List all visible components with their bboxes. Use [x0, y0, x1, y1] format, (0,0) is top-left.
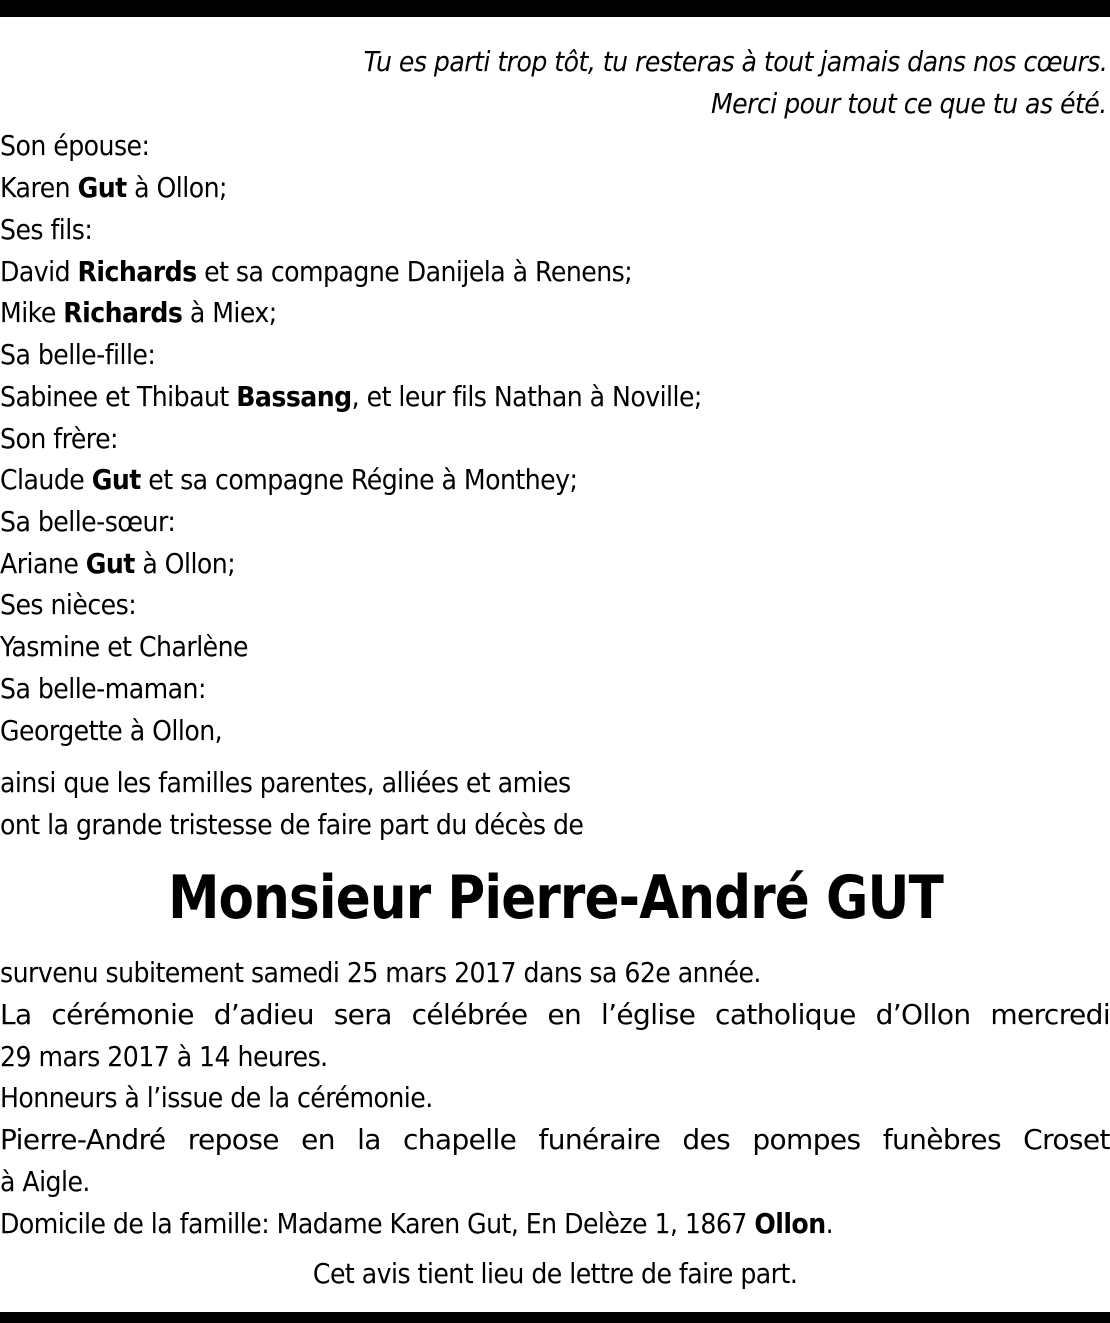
brother-surname: Gut: [91, 463, 141, 496]
chapel-line-word: en: [301, 1123, 335, 1156]
chapel-line-word: Pierre-André: [0, 1123, 166, 1156]
spouse-place: à Ollon;: [134, 171, 227, 204]
brother-heading: Son frère:: [0, 422, 118, 455]
son-2-details: à Miex;: [189, 296, 277, 329]
ceremony-line-word: l’église: [600, 998, 696, 1031]
daughter-in-law-heading: Sa belle-fille:: [0, 338, 156, 371]
top-border-rule: [0, 0, 1110, 17]
daughter-in-law-details: , et leur fils Nathan à Noville;: [351, 380, 702, 413]
son-1-first-name: David: [0, 255, 71, 288]
announcement-line-2: ont la grande tristesse de faire part du décès de: [0, 808, 584, 841]
deceased-name: [0, 860, 1110, 936]
sons-heading: Ses fils:: [0, 213, 93, 246]
details-line-6: à Aigle.: [0, 1165, 90, 1198]
daughter-in-law-first-names: Sabinee et Thibaut: [0, 380, 229, 413]
ceremony-line-word: célébrée: [411, 998, 528, 1031]
ceremony-line-word: La: [0, 998, 32, 1031]
mother-in-law-name: Georgette à Ollon,: [0, 714, 223, 747]
ceremony-line-word: mercredi: [990, 998, 1110, 1031]
chapel-line-word: funèbres: [882, 1123, 1001, 1156]
son-1-surname: Richards: [77, 255, 197, 288]
son-1-details: et sa compagne Danijela à Renens;: [204, 255, 633, 288]
nieces-names: Yasmine et Charlène: [0, 630, 249, 663]
details-line-1: survenu subitement samedi 25 mars 2017 dans sa 62e année.: [0, 956, 761, 989]
deceased-name-text: Monsieur Pierre-André GUT: [167, 863, 943, 933]
daughter-in-law-surname: Bassang: [236, 380, 352, 413]
details-line-2: [0, 998, 1110, 1032]
closing-note-text: Cet avis tient lieu de lettre de faire part.: [312, 1257, 798, 1290]
details-line-3: 29 mars 2017 à 14 heures.: [0, 1040, 328, 1073]
ceremony-line-word: cérémonie: [51, 998, 194, 1031]
quote-line-2: Merci pour tout ce que tu as été.: [711, 87, 1107, 120]
domicile-text: Domicile de la famille: Madame Karen Gut, En Delèze 1, 1867: [0, 1207, 747, 1240]
spouse-first-name: Karen: [0, 171, 71, 204]
son-2-surname: Richards: [63, 296, 183, 329]
sister-in-law-details: à Ollon;: [142, 547, 236, 580]
announcement-line-1: ainsi que les familles parentes, alliées et amies: [0, 766, 571, 799]
chapel-line-word: pompes: [752, 1123, 861, 1156]
spouse-heading: Son épouse:: [0, 129, 150, 162]
bottom-border-rule: [0, 1312, 1110, 1323]
chapel-line-word: Croset: [1023, 1123, 1110, 1156]
brother-line: [0, 463, 577, 497]
domicile-end: .: [825, 1207, 834, 1240]
brother-details: et sa compagne Régine à Monthey;: [148, 463, 578, 496]
family-domicile-line: [0, 1207, 833, 1241]
chapel-line-word: funéraire: [538, 1123, 661, 1156]
chapel-line-word: repose: [187, 1123, 279, 1156]
spouse-line: [0, 171, 227, 205]
sister-in-law-surname: Gut: [85, 547, 135, 580]
son-2-line: [0, 296, 277, 330]
nieces-heading: Ses nièces:: [0, 588, 137, 621]
spouse-surname: Gut: [77, 171, 127, 204]
chapel-line-word: des: [682, 1123, 731, 1156]
chapel-line-word: chapelle: [402, 1123, 517, 1156]
son-1-line: [0, 255, 632, 289]
details-line-4: Honneurs à l’issue de la cérémonie.: [0, 1081, 433, 1114]
chapel-line-word: la: [357, 1123, 381, 1156]
son-2-first-name: Mike: [0, 296, 56, 329]
sister-in-law-first-name: Ariane: [0, 547, 79, 580]
details-line-5: [0, 1123, 1110, 1157]
domicile-city: Ollon: [754, 1207, 826, 1240]
sister-in-law-line: [0, 547, 235, 581]
ceremony-line-word: en: [547, 998, 582, 1031]
ceremony-line-word: d’Ollon: [875, 998, 971, 1031]
sister-in-law-heading: Sa belle-sœur:: [0, 505, 176, 538]
quote-line-1: Tu es parti trop tôt, tu resteras à tout jamais dans nos cœurs.: [363, 45, 1107, 78]
closing-note: [0, 1257, 1110, 1291]
mother-in-law-heading: Sa belle-maman:: [0, 672, 206, 705]
ceremony-line-word: d’adieu: [213, 998, 314, 1031]
ceremony-line-word: catholique: [715, 998, 856, 1031]
ceremony-line-word: sera: [333, 998, 392, 1031]
daughter-in-law-line: [0, 380, 702, 414]
brother-first-name: Claude: [0, 463, 85, 496]
